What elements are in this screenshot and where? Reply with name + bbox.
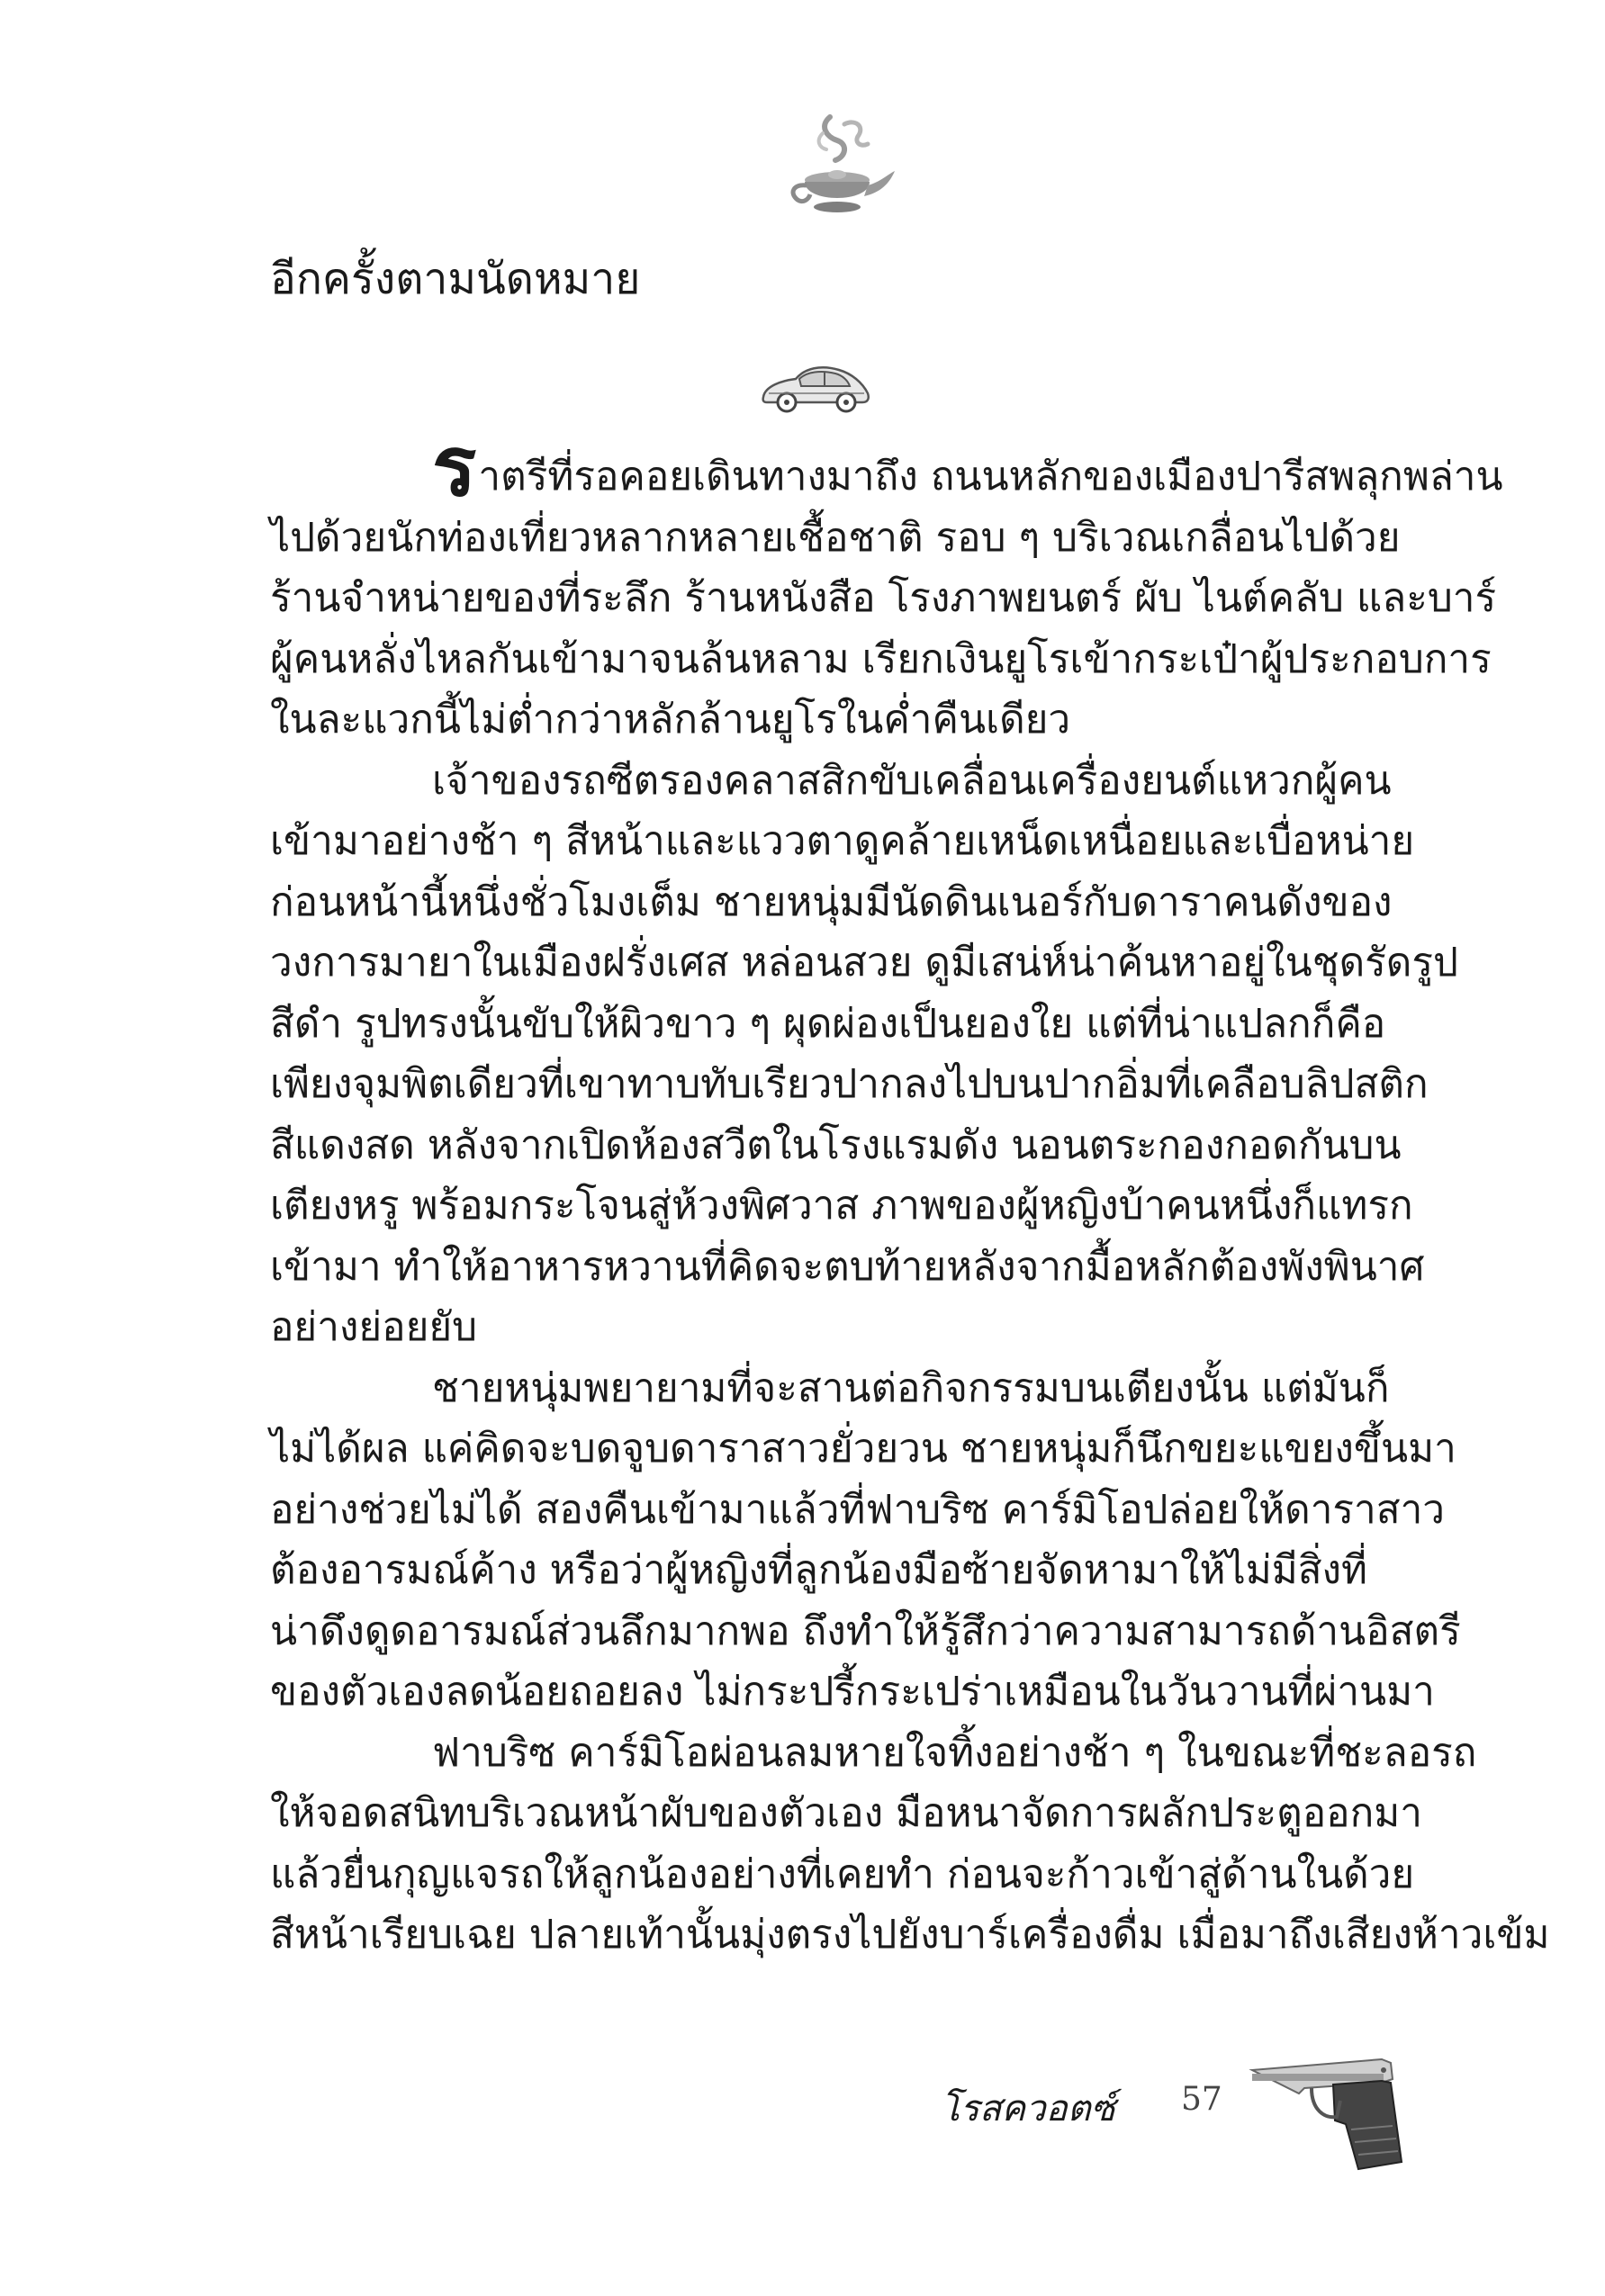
paragraph-line: ร้านจำหน่ายของที่ระลึก ร้านหนังสือ โรงภาพยนตร์ ผับ ไนต์คลับ และบาร์ [270,575,1497,621]
paragraph-line: อย่างย่อยยับ [270,1304,478,1350]
paragraph-line: ไม่ได้ผล แค่คิดจะบดจูบดาราสาวยั่วยวน ชายหนุ่มก็นึกขยะแขยงขึ้นมา [270,1426,1456,1472]
paragraph-line: สีหน้าเรียบเฉย ปลายเท้านั้นมุ่งตรงไปยังบาร์เครื่องดื่ม เมื่อมาถึงเสียงห้าวเข้ม [270,1912,1550,1958]
paragraph-line: เตียงหรู พร้อมกระโจนสู่ห้วงพิศวาส ภาพของผู้หญิงบ้าคนหนึ่งก็แทรก [270,1183,1413,1229]
paragraph-line: แล้วยื่นกุญแจรถให้ลูกน้องอย่างที่เคยทำ ก่อนจะก้าวเข้าสู่ด้านในด้วย [270,1850,1415,1897]
classic-car-icon [756,347,873,428]
paragraph-line: ก่อนหน้านี้หนึ่งชั่วโมงเต็ม ชายหนุ่มมีนัดดินเนอร์กับดาราคนดังของ [270,878,1393,925]
page-number: 57 [1181,2081,1222,2118]
paragraph-line: ฟาบริซ คาร์มิโอผ่อนลมหายใจทิ้งอย่างช้า ๆ ในขณะที่ชะลอรถ [432,1729,1477,1776]
paragraph-line: เข้ามา ทำให้อาหารหวานที่คิดจะตบท้ายหลังจากมื้อหลักต้องพังพินาศ [270,1243,1425,1290]
paragraph-line: ราตรีที่รอคอยเดินทางมาถึง ถนนหลักของเมืองปารีสพลุกพล่าน [432,418,1503,515]
body-text [270,418,1550,1966]
paragraph-line: ให้จอดสนิทบริเวณหน้าผับของตัวเอง มือหนาจัดการผลักประตูออกมา [270,1790,1422,1836]
paragraph-line: ไปด้วยนักท่องเที่ยวหลากหลายเชื้อชาติ รอบ ๆ บริเวณเกลื่อนไปด้วย [270,514,1401,561]
paragraph-line: ในละแวกนี้ไม่ต่ำกว่าหลักล้านยูโรในค่ำคืนเดียว [270,697,1071,743]
paragraph-line: ผู้คนหลั่งไหลกันเข้ามาจนล้นหลาม เรียกเงินยูโรเข้ากระเป๋าผู้ประกอบการ [270,635,1492,682]
footer-book-title: โรสควอตซ์ [941,2088,1115,2129]
paragraph-line: เข้ามาอย่างช้า ๆ สีหน้าและแววตาดูคล้ายเหน็ดเหนื่อยและเบื่อหน่าย [270,818,1415,864]
paragraph-line: สีแดงสด หลังจากเปิดห้องสวีตในโรงแรมดัง นอนตระกองกอดกันบน [270,1121,1402,1168]
paragraph-line: วงการมายาในเมืองฝรั่งเศส หล่อนสวย ดูมีเสน่ห์น่าค้นหาอยู่ในชุดรัดรูป [270,940,1458,986]
paragraph-line: น่าดึงดูดอารมณ์ส่วนลึกมากพอ ถึงทำให้รู้สึกว่าความสามารถด้านอิสตรี [270,1607,1461,1654]
paragraph-line: เพียงจุมพิตเดียวที่เขาทาบทับเรียวปากลงไปบนปากอิ่มที่เคลือบลิปสติก [270,1061,1429,1107]
paragraph-line: สีดำ รูปทรงนั้นขับให้ผิวขาว ๆ ผุดผ่องเป็นยองใย แต่ที่น่าแปลกก็คือ [270,1000,1386,1047]
paragraph-line: อย่างช่วยไม่ได้ สองคืนเข้ามาแล้วที่ฟาบริซ คาร์มิโอปล่อยให้ดาราสาว [270,1486,1446,1533]
genie-lamp-icon [774,106,900,232]
paragraph-line: เจ้าของรถซีตรองคลาสสิกขับเคลื่อนเครื่องยนต์แหวกผู้คน [432,757,1392,804]
paragraph-line: ชายหนุ่มพยายามที่จะสานต่อกิจกรรมบนเตียงนั้น แต่มันก็ [432,1364,1390,1411]
drop-cap: ร [432,418,477,515]
paragraph-line: ของตัวเองลดน้อยถอยลง ไม่กระปรี้กระเปร่าเหมือนในวันวานที่ผ่านมา [270,1669,1435,1715]
pistol-icon [1247,2043,1418,2178]
chapter-title: อีกครั้งตามนัดหมาย [270,254,641,304]
paragraph-line: ต้องอารมณ์ค้าง หรือว่าผู้หญิงที่ลูกน้องมือซ้ายจัดหามาให้ไม่มีสิ่งที่ [270,1547,1368,1593]
